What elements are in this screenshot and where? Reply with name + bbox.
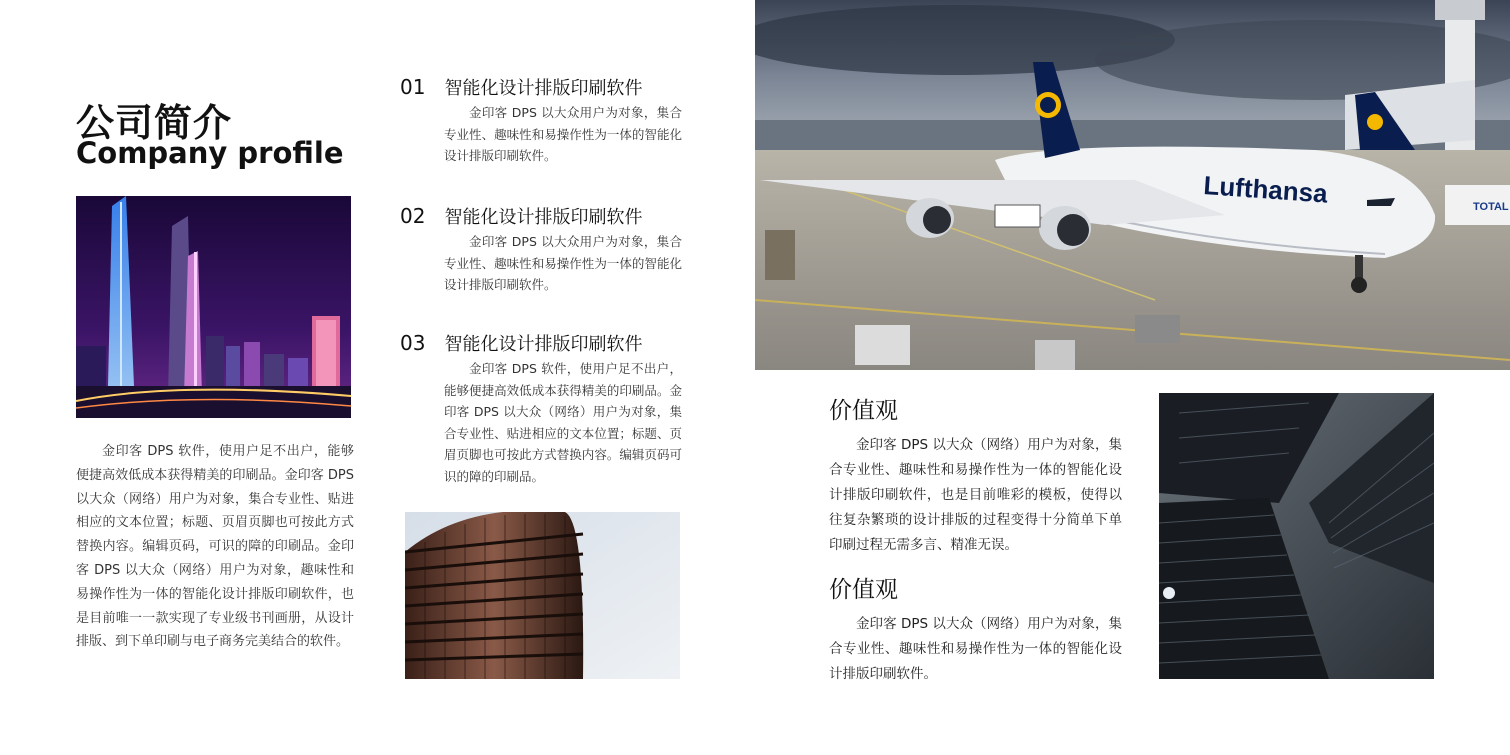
values-title: 价值观 (829, 398, 898, 424)
values-title: 价值观 (829, 577, 898, 603)
feature-item (400, 203, 682, 296)
airplane-brand-text: Lufthansa (1202, 170, 1329, 209)
feature-title: 智能化设计排版印刷软件 (444, 334, 643, 355)
feature-body: 金印客 DPS 软件，使用户足不出户，能够便捷高效低成本获得精美的印刷品。金印客 DPS 以大众（网络）用户为对象，集合专业性、贴进相应的文本位置；标题、页眉页脚也可按此方式替换内容。编辑页码可识的障的印刷品。 (444, 361, 682, 484)
feature-body: 金印客 DPS 以大众用户为对象，集合专业性、趣味性和易操作性为一体的智能化设计排版印刷软件。 (444, 234, 682, 293)
page-title-en: Company profile (76, 136, 344, 170)
company-intro-text: 金印客 DPS 软件，使用户足不出户，能够便捷高效低成本获得精美的印刷品。金印客 DPS 以大众（网络）用户为对象，集合专业性、贴进相应的文本位置；标题、页眉页脚也可按此方式替换内容。编辑页码，可识的障的印刷品。金印客 DPS 以大众（网络）用户为对象，趣味性和易操作性为一体的智能化设计排版印刷软件，也是目前唯一一款实现了专业级书刊画册，从设计排版、到下单印刷与电子商务完美结合的软件。 (76, 444, 354, 650)
values-section (829, 571, 1122, 687)
skyscraper-photo (1159, 393, 1434, 679)
feature-title: 智能化设计排版印刷软件 (444, 207, 643, 228)
feature-number: 01 (400, 75, 426, 99)
feature-item (400, 330, 682, 488)
page-title-cn: 公司简介 (76, 101, 233, 145)
values-body: 金印客 DPS 以大众（网络）用户为对象，集合专业性、趣味性和易操作性为一体的智能化设计排版印刷软件，也是目前唯彩的模板，使得以往复杂繁琐的设计排版的过程变得十分简单下单印刷过程无需多言、精准无误。 (829, 437, 1122, 553)
feature-number: 02 (400, 204, 426, 228)
curved-building-photo (405, 512, 680, 679)
values-body: 金印客 DPS 以大众（网络）用户为对象，集合专业性、趣味性和易操作性为一体的智能化设计排版印刷软件。 (829, 616, 1122, 682)
feature-body: 金印客 DPS 以大众用户为对象，集合专业性、趣味性和易操作性为一体的智能化设计排版印刷软件。 (444, 105, 682, 164)
feature-item (400, 74, 682, 167)
values-section (829, 392, 1122, 558)
feature-title: 智能化设计排版印刷软件 (444, 78, 643, 99)
hangar-sign-text: TOTAL (1473, 201, 1509, 213)
city-night-photo (76, 196, 351, 418)
airplane-photo (755, 0, 1510, 370)
feature-number: 03 (400, 331, 426, 355)
